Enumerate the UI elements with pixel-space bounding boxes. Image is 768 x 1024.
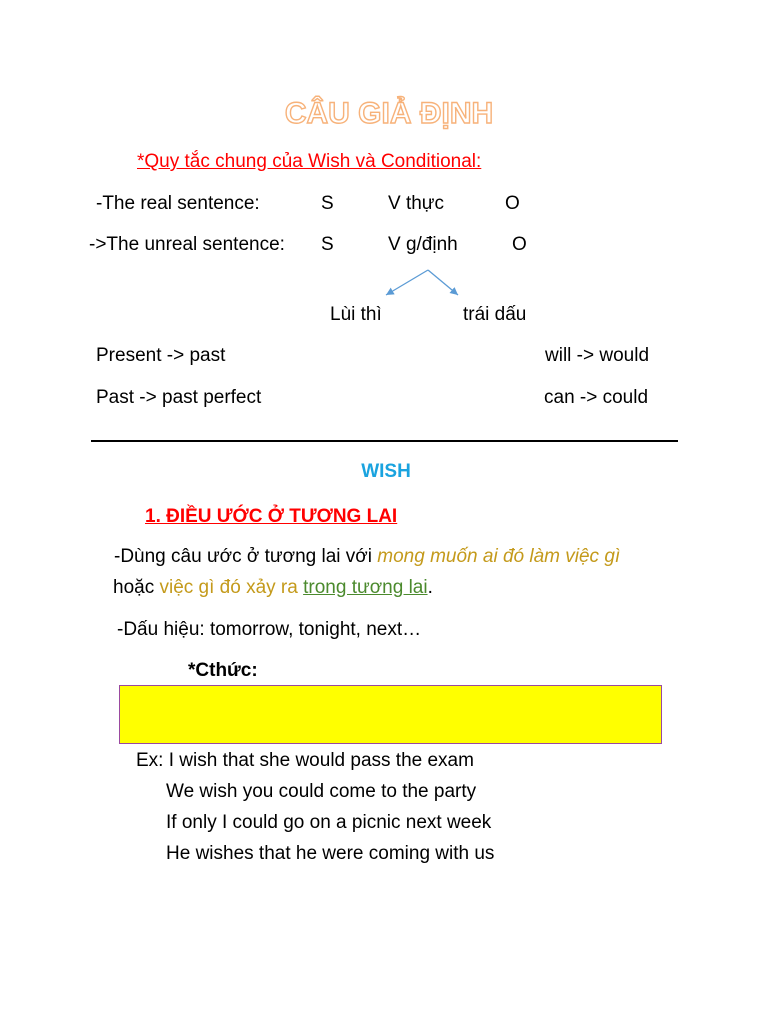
divider: [91, 440, 678, 442]
unreal-verb: V g/định: [388, 234, 458, 255]
formula-label: *Cthức:: [188, 660, 258, 681]
signal-words: -Dấu hiệu: tomorrow, tonight, next…: [117, 619, 422, 640]
usage-highlight-2: việc gì đó xảy ra: [159, 577, 304, 598]
example-4: He wishes that he were coming with us: [166, 843, 495, 864]
usage-suffix: .: [427, 577, 433, 598]
real-verb: V thực: [388, 193, 445, 214]
unreal-subject: S: [321, 234, 334, 255]
pair-left-1: Present -> past: [96, 345, 226, 366]
unreal-object: O: [512, 234, 527, 255]
usage-highlight-3: trong tương lai: [303, 577, 428, 598]
real-object: O: [505, 193, 520, 214]
arrow-right: [428, 270, 458, 295]
page-title: CÂU GIẢ ĐỊNH: [284, 97, 494, 130]
usage-highlight-1: mong muốn ai đó làm việc gì: [377, 546, 621, 567]
unreal-sentence-label: ->The unreal sentence:: [89, 234, 285, 255]
real-sentence-label: -The real sentence:: [96, 193, 260, 214]
section-heading: 1. ĐIỀU ƯỚC Ở TƯƠNG LAI: [145, 506, 398, 527]
usage-connector: hoặc: [113, 577, 160, 598]
branch-arrows: [370, 265, 470, 305]
arrow-left: [386, 270, 428, 295]
usage-line-1: [114, 546, 620, 569]
pair-right-1: will -> would: [545, 345, 650, 366]
example-1: Ex: I wish that she would pass the exam: [136, 750, 474, 771]
usage-line-2: [113, 577, 433, 600]
usage-prefix: -Dùng câu ước ở tương lai với: [114, 546, 378, 567]
wish-heading: WISH: [361, 461, 411, 482]
branch-right-label: trái dấu: [463, 304, 527, 325]
example-2: We wish you could come to the party: [166, 781, 477, 802]
formula-box: [119, 685, 662, 744]
pair-right-2: can -> could: [544, 387, 649, 408]
pair-left-2: Past -> past perfect: [96, 387, 262, 408]
example-3: If only I could go on a picnic next week: [166, 812, 492, 833]
branch-left-label: Lùi thì: [330, 304, 382, 325]
real-subject: S: [321, 193, 334, 214]
rules-heading: *Quy tắc chung của Wish và Conditional:: [137, 151, 482, 172]
